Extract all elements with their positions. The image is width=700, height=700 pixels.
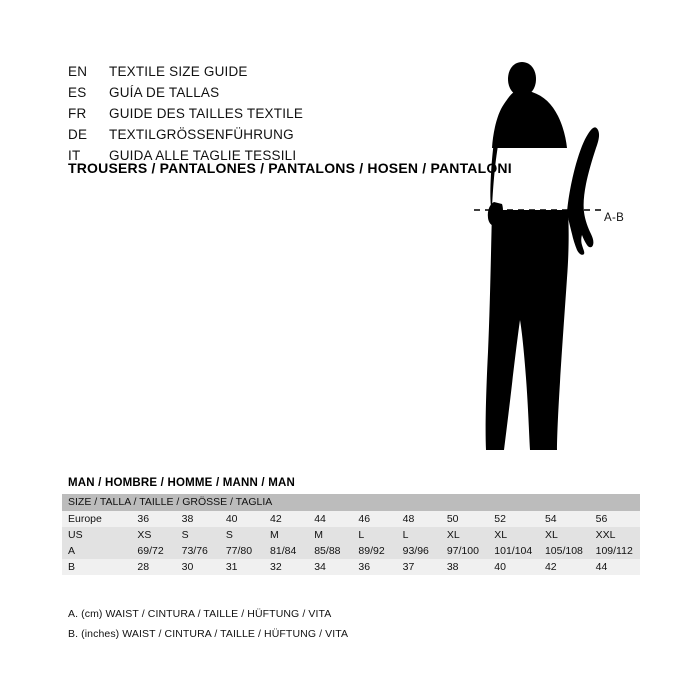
cell-us-6: L bbox=[397, 527, 441, 543]
language-text-en: TEXTILE SIZE GUIDE bbox=[109, 64, 248, 79]
row-label-europe: Europe bbox=[62, 511, 131, 527]
product-title: TROUSERS / PANTALONES / PANTALONS / HOSEN / PANTALONI bbox=[68, 160, 512, 176]
cell-b-9: 42 bbox=[539, 559, 590, 575]
row-label-us: US bbox=[62, 527, 131, 543]
cell-b-5: 36 bbox=[352, 559, 396, 575]
table-header-cell: SIZE / TALLA / TAILLE / GRÖSSE / TAGLIA bbox=[62, 494, 640, 511]
cell-europe-7: 50 bbox=[441, 511, 488, 527]
cell-europe-8: 52 bbox=[488, 511, 539, 527]
cell-b-4: 34 bbox=[308, 559, 352, 575]
language-code-it: IT bbox=[68, 148, 81, 163]
cell-b-10: 44 bbox=[590, 559, 640, 575]
cell-b-7: 38 bbox=[441, 559, 488, 575]
cell-a-1: 73/76 bbox=[176, 543, 220, 559]
language-row-de bbox=[68, 127, 468, 148]
row-label-b: B bbox=[62, 559, 131, 575]
cell-europe-2: 40 bbox=[220, 511, 264, 527]
size-table-container bbox=[62, 494, 640, 575]
table-row-us bbox=[62, 527, 640, 543]
cell-a-6: 93/96 bbox=[397, 543, 441, 559]
footnotes bbox=[68, 604, 348, 644]
cell-a-0: 69/72 bbox=[131, 543, 175, 559]
cell-us-4: M bbox=[308, 527, 352, 543]
size-table bbox=[62, 494, 640, 575]
cell-us-10: XXL bbox=[590, 527, 640, 543]
cell-a-10: 109/112 bbox=[590, 543, 640, 559]
language-code-de: DE bbox=[68, 127, 88, 142]
cell-a-8: 101/104 bbox=[488, 543, 539, 559]
cell-b-8: 40 bbox=[488, 559, 539, 575]
cell-b-3: 32 bbox=[264, 559, 308, 575]
cell-europe-3: 42 bbox=[264, 511, 308, 527]
language-code-es: ES bbox=[68, 85, 87, 100]
cell-europe-10: 56 bbox=[590, 511, 640, 527]
language-text-es: GUÍA DE TALLAS bbox=[109, 85, 220, 100]
cell-a-7: 97/100 bbox=[441, 543, 488, 559]
language-text-de: TEXTILGRÖSSENFÜHRUNG bbox=[109, 127, 294, 142]
table-row-europe bbox=[62, 511, 640, 527]
table-row-b bbox=[62, 559, 640, 575]
cell-europe-5: 46 bbox=[352, 511, 396, 527]
gender-label: MAN / HOMBRE / HOMME / MANN / MAN bbox=[68, 477, 296, 489]
cell-europe-4: 44 bbox=[308, 511, 352, 527]
cell-europe-1: 38 bbox=[176, 511, 220, 527]
cell-b-1: 30 bbox=[176, 559, 220, 575]
language-row-fr bbox=[68, 106, 468, 127]
cell-us-3: M bbox=[264, 527, 308, 543]
cell-us-5: L bbox=[352, 527, 396, 543]
language-code-fr: FR bbox=[68, 106, 87, 121]
language-row-en bbox=[68, 64, 468, 85]
cell-a-9: 105/108 bbox=[539, 543, 590, 559]
language-code-en: EN bbox=[68, 64, 88, 79]
table-header-row bbox=[62, 494, 640, 511]
language-row-es bbox=[68, 85, 468, 106]
cell-us-0: XS bbox=[131, 527, 175, 543]
table-row-a bbox=[62, 543, 640, 559]
measurement-label-ab: A-B bbox=[604, 212, 625, 224]
cell-us-9: XL bbox=[539, 527, 590, 543]
cell-us-1: S bbox=[176, 527, 220, 543]
cell-europe-0: 36 bbox=[131, 511, 175, 527]
cell-a-3: 81/84 bbox=[264, 543, 308, 559]
language-list bbox=[68, 64, 468, 169]
footnote-b: B. (inches) WAIST / CINTURA / TAILLE / HÜFTUNG / VITA bbox=[68, 628, 349, 640]
cell-europe-9: 54 bbox=[539, 511, 590, 527]
cell-b-6: 37 bbox=[397, 559, 441, 575]
cell-a-5: 89/92 bbox=[352, 543, 396, 559]
cell-europe-6: 48 bbox=[397, 511, 441, 527]
cell-us-8: XL bbox=[488, 527, 539, 543]
cell-a-2: 77/80 bbox=[220, 543, 264, 559]
language-text-fr: GUIDE DES TAILLES TEXTILE bbox=[109, 106, 304, 121]
cell-b-0: 28 bbox=[131, 559, 175, 575]
footnote-a: A. (cm) WAIST / CINTURA / TAILLE / HÜFTUNG / VITA bbox=[68, 608, 332, 620]
silhouette-icon bbox=[470, 52, 650, 452]
language-text-it: GUIDA ALLE TAGLIE TESSILI bbox=[109, 148, 297, 163]
cell-us-2: S bbox=[220, 527, 264, 543]
man-silhouette-figure bbox=[470, 52, 650, 452]
row-label-a: A bbox=[62, 543, 131, 559]
cell-b-2: 31 bbox=[220, 559, 264, 575]
cell-us-7: XL bbox=[441, 527, 488, 543]
cell-a-4: 85/88 bbox=[308, 543, 352, 559]
